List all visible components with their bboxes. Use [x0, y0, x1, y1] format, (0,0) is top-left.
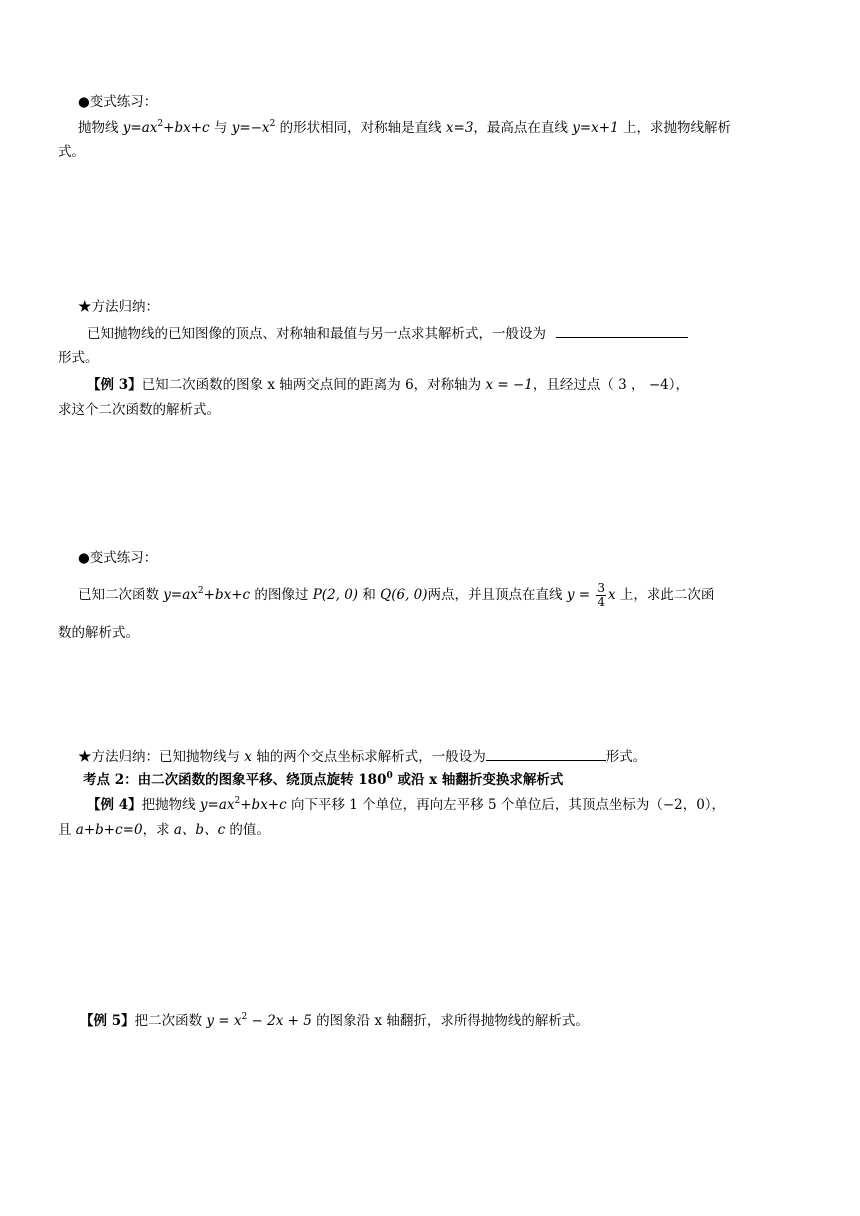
fraction-three-quarters: $\frac{3}{4}$ [597, 581, 606, 609]
variant-practice-problem-2-line-2: 数的解析式。 [58, 625, 139, 641]
example-3-line-2: 求这个二次函数的解析式。 [58, 402, 220, 418]
example-4-tag: 【例 4】 [87, 797, 142, 813]
variant-practice-problem-2-line-1: 已知二次函数 $y=ax^2+bx+c$ 的图像过 P(2, 0) 和 Q(6, 0)两点，并且顶点在直线 y = $\frac{3}{4}$ x 上，求此二次函 [78, 581, 715, 609]
topic-2-heading: 考点 2：由二次函数的图象平移、绕顶点旋转 $180^0$ 或沿 x 轴翻折变换求解析式 [83, 771, 564, 788]
answer-blank-2[interactable] [486, 748, 606, 761]
example-3-tag: 【例 3】 [87, 377, 142, 393]
example-5-line-1: 【例 5】把二次函数 $y = x^2 - 2x + 5$ 的图象沿 x 轴翻折，求所得抛物线的解析式。 [80, 1012, 589, 1029]
example-3-line-1: 【例 3】已知二次函数的图象 x 轴两交点间的距离为 6，对称轴为 x = −1，且经过点（ 3 ， −4）， [87, 377, 690, 393]
example-4-line-1: 【例 4】把抛物线 $y=ax^2+bx+c$ 向下平移 1 个单位，再向左平移 5 个单位后，其顶点坐标为（−2，0）， [87, 796, 726, 813]
variant-practice-heading-2: ●变式练习： [78, 550, 158, 566]
example-5-tag: 【例 5】 [80, 1013, 135, 1029]
method-summary-heading-1: ★方法归纳： [78, 299, 159, 315]
method-summary-1-line-2: 形式。 [58, 350, 99, 366]
variant-practice-problem-1-line-1: 抛物线 $y=ax^2+bx+c$ 与 $y=-x^2$ 的形状相同，对称轴是直线 x=3，最高点在直线 y=x+1 上，求抛物线解析 [78, 119, 731, 136]
method-summary-1-line-1: 已知抛物线的已知图像的顶点、对称轴和最值与另一点求其解析式，一般设为 [87, 325, 688, 343]
variant-practice-heading-1: ●变式练习： [78, 94, 158, 110]
example-4-line-2: 且 a+b+c=0，求 a、b、c 的值。 [58, 822, 270, 838]
variant-practice-problem-1-line-2: 式。 [58, 144, 85, 160]
answer-blank-1[interactable] [556, 325, 688, 338]
method-summary-2: ★方法归纳：已知抛物线与 x 轴的两个交点坐标求解析式，一般设为 形式。 [78, 749, 647, 765]
